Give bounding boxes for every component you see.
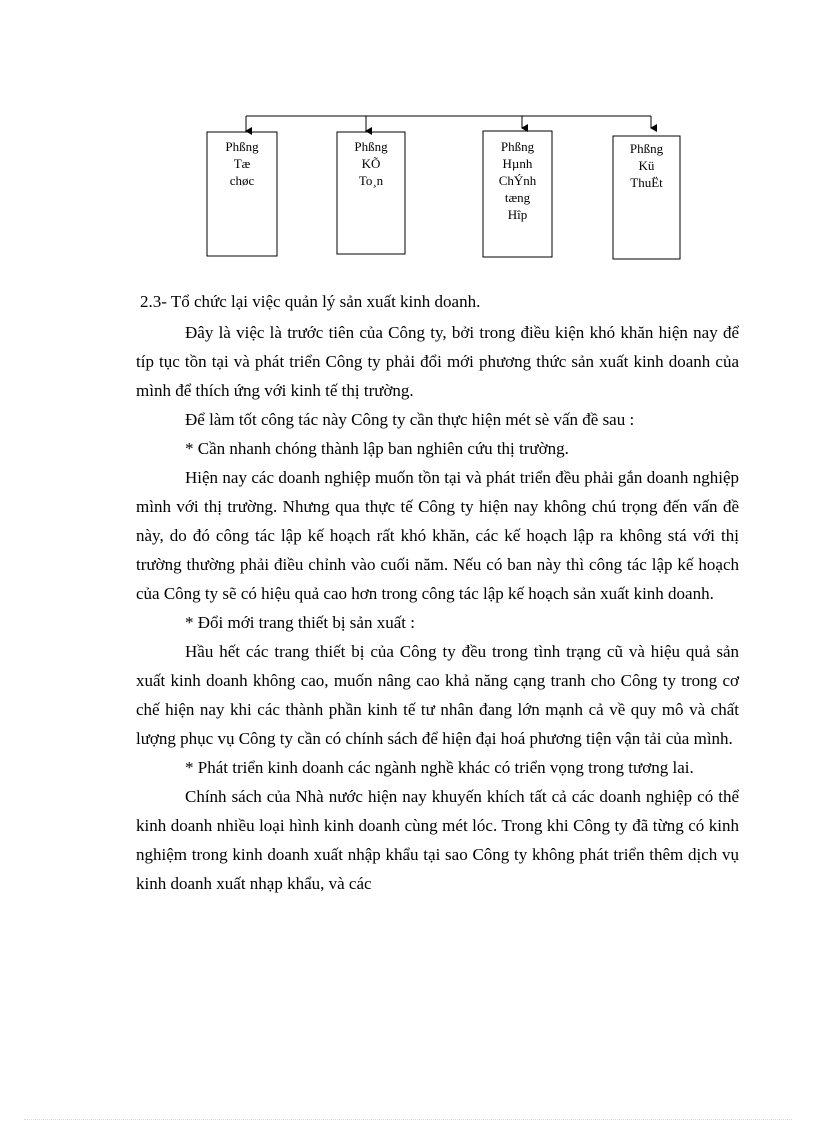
paragraph: Để làm tốt công tác này Công ty cần thực hiện mét sè vấn đề sau : (185, 410, 635, 429)
paragraph: Hầu hết các trang thiết bị của Công ty đều trong tình trạng cũ và hiệu quả sản xuất kinh doanh không cao, muốn nâng cao khả năng cạng tranh cho Công ty trong cơ chế hiện nay khi các thành phần kinh tế tư nhân đang lớn mạnh cả về quy mô và chất lượng phục vụ Công ty cần có chính sách để hiện đại hoá phương tiện vận tải của mình. (136, 642, 739, 748)
org-box-2-label-text: Phßng KÕ To¸n (354, 139, 388, 188)
paragraph: * Đổi mới trang thiết bị sản xuất : (185, 613, 415, 632)
document-body (140, 287, 739, 316)
section-heading: 2.3- Tổ chức lại việc quản lý sản xuất kinh doanh. (140, 292, 481, 311)
paragraph: Hiện nay các doanh nghiệp muốn tồn tại và phát triển đều phải gắn doanh nghiệp mình với thị trường. Nhưng qua thực tế Công ty hiện nay không chú trọng đến vấn đề này, do đó công tác lập kế hoạch rất khó khăn, các kế hoạch lập ra không stá với thị trường thường phải điều chỉnh vào cuối năm. Nếu có ban này thì công tác lập kế hoạch của Công ty sẽ có hiệu quả cao hơn trong công tác lập kế hoạch sản xuất kinh doanh. (136, 468, 739, 603)
org-box-2-label (337, 138, 405, 189)
org-box-4-label-text: Phßng Kü ThuËt (629, 141, 664, 190)
paragraph: Chính sách của Nhà nước hiện nay khuyến khích tất cả các doanh nghiệp có thể kinh doanh nhiều loại hình kinh doanh cùng mét lóc. Trong khi Công ty đã từng có kinh nghiệm trong kinh doanh xuất nhập khẩu tại sao Công ty không phát triển thêm dịch vụ kinh doanh xuất nhạp khẩu, và các (136, 787, 739, 893)
paragraph: * Phát triển kinh doanh các ngành nghề khác có triển vọng trong tương lai. (185, 758, 694, 777)
org-chart (0, 0, 816, 270)
org-box-3-label (483, 138, 552, 223)
org-box-1-label-text: Phßng Tæ chøc (225, 139, 259, 188)
paragraph: Đây là việc là trước tiên của Công ty, bởi trong điều kiện khó khăn hiện nay để típ tục tồn tại và phát triển Công ty phải đổi mới phương thức sản xuất kinh doanh của mình để thích ứng với kinh tế thị trường. (136, 323, 739, 400)
org-box-4-label (613, 140, 680, 191)
page-bottom-divider (24, 1119, 792, 1120)
org-box-1-label (207, 138, 277, 189)
paragraph: * Cần nhanh chóng thành lập ban nghiên cứu thị trường. (185, 439, 569, 458)
org-box-3-label-text: Phßng Hµnh ChÝnh tæng Hîp (498, 139, 537, 222)
document-paragraphs (136, 318, 739, 898)
